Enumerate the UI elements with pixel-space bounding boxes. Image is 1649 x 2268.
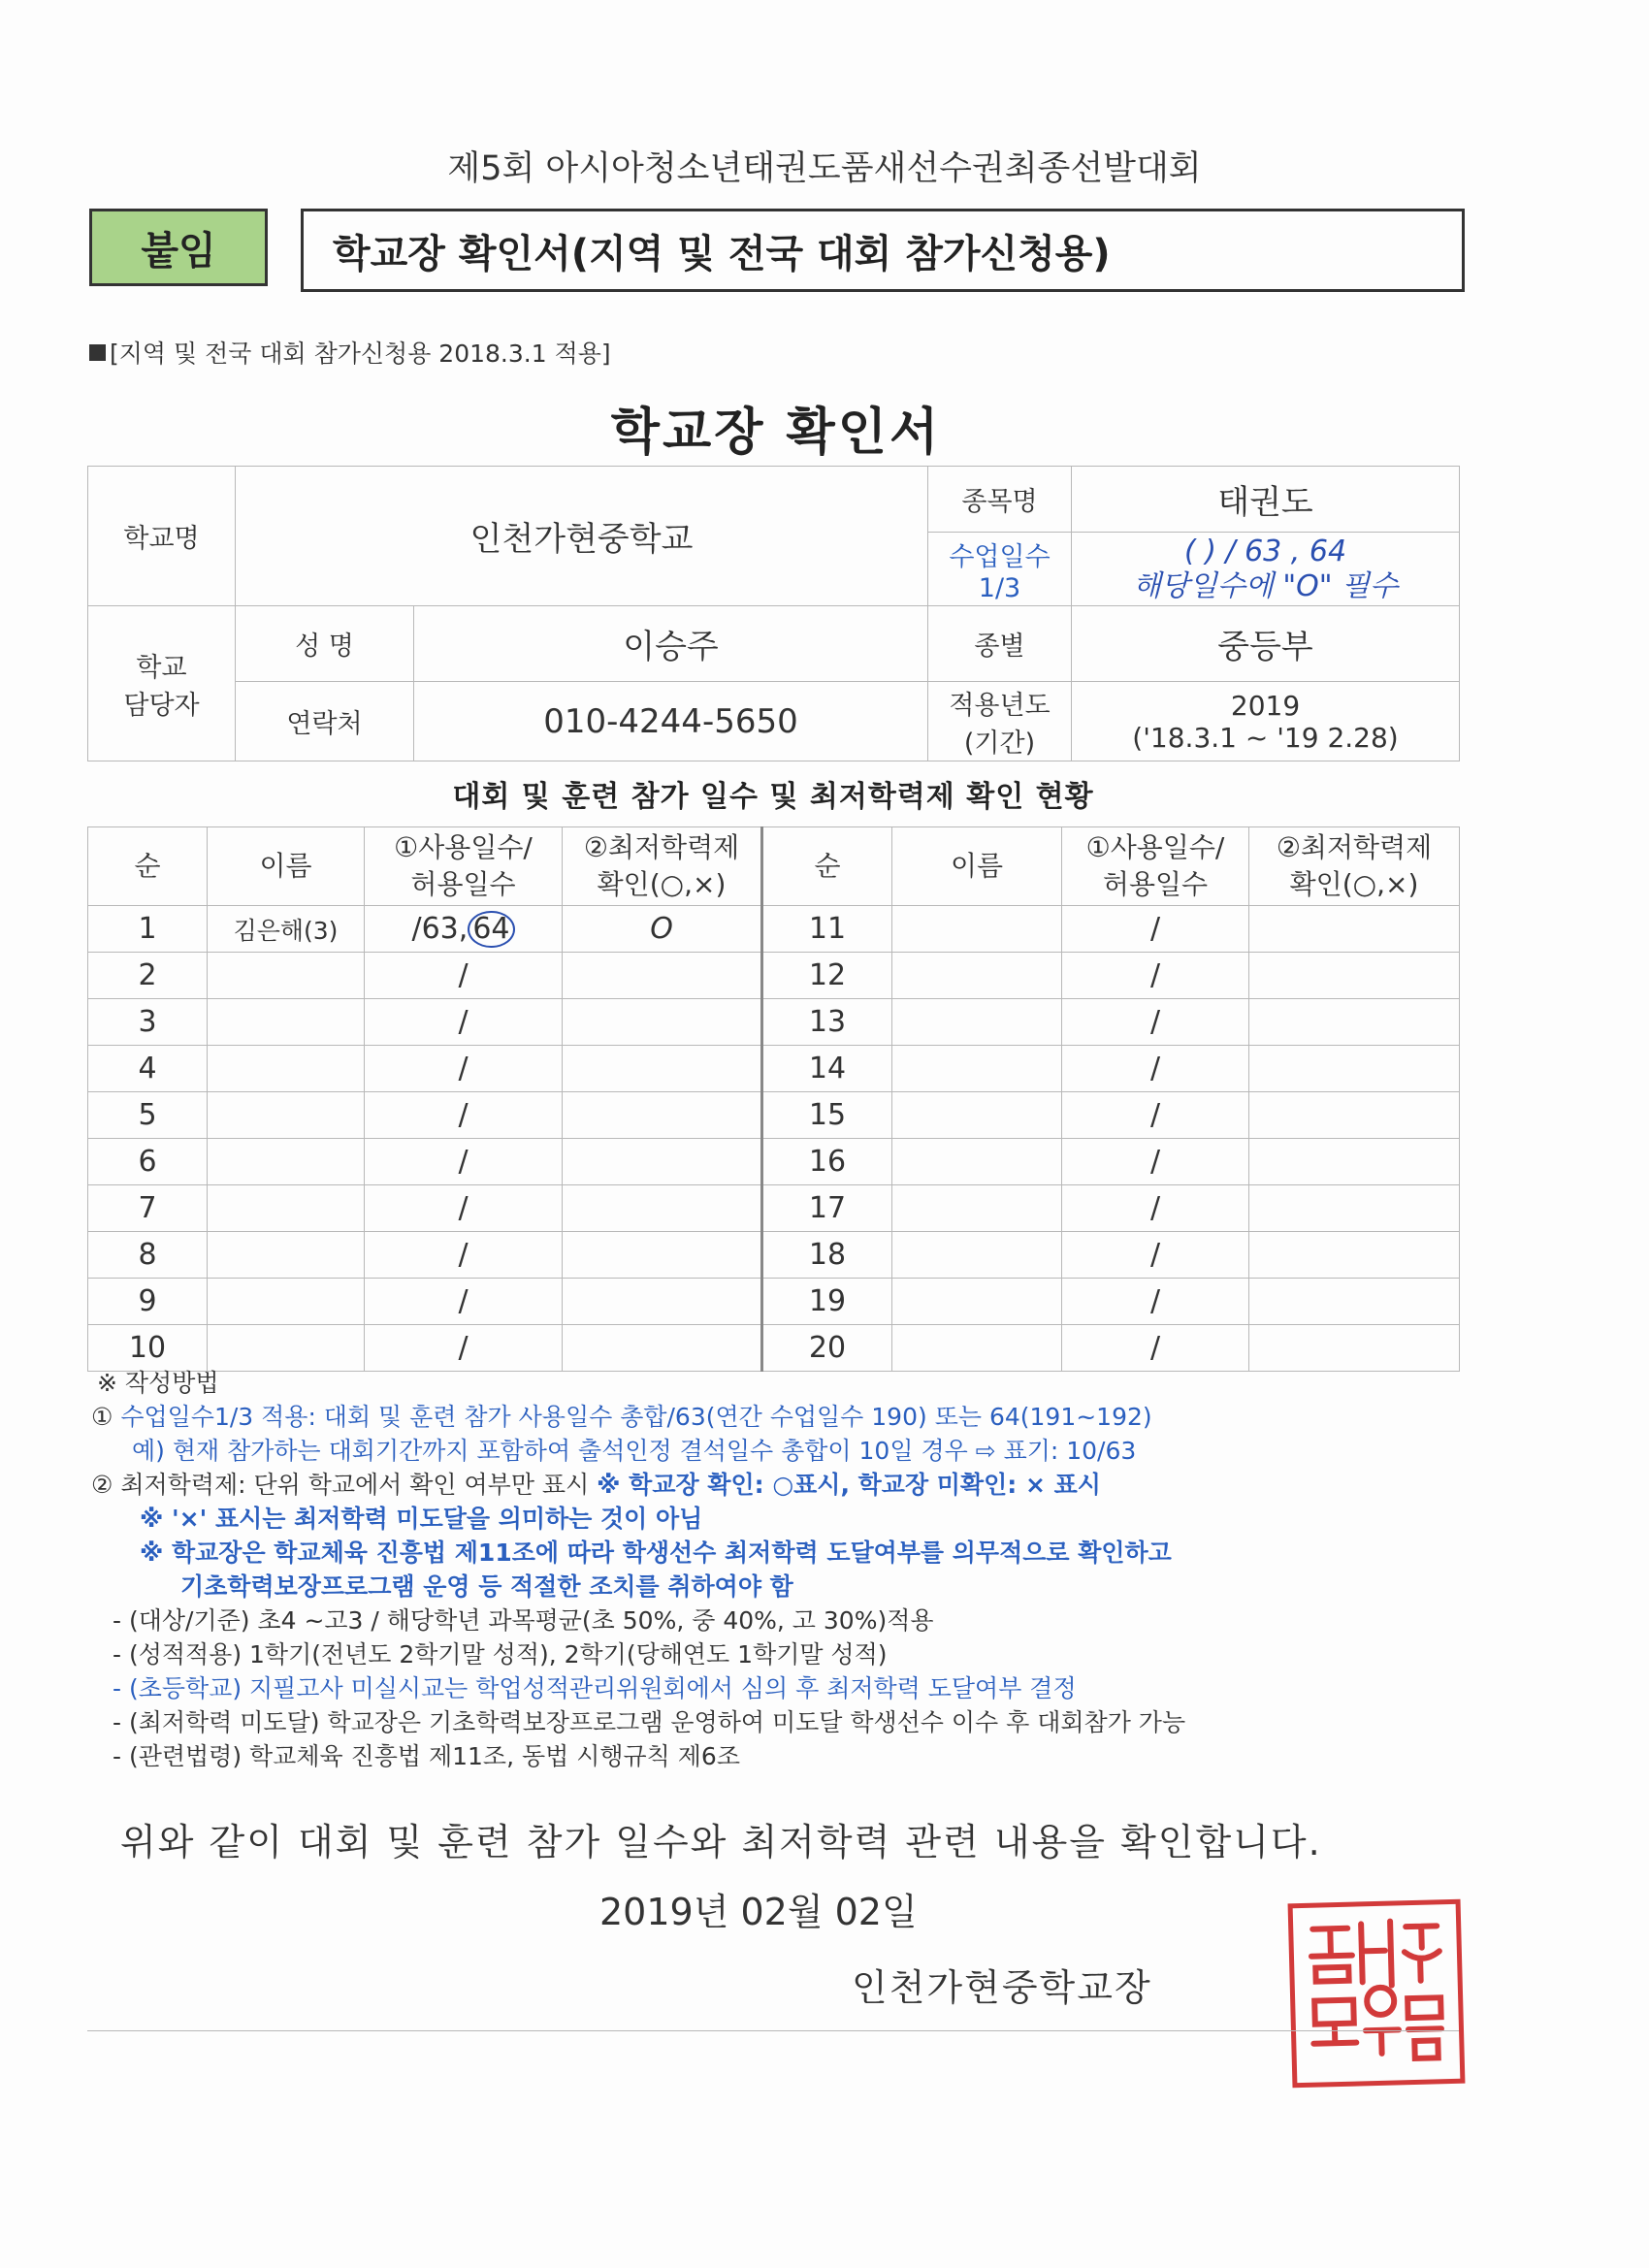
note-4-line-2: 기초학력보장프로그램 운영 등 적절한 조치를 취하여야 함 — [180, 1572, 793, 1601]
row-name — [892, 1325, 1062, 1372]
row-min-check — [1249, 1279, 1460, 1325]
year-value-1: 2019 — [1230, 689, 1301, 722]
row-name — [208, 1279, 365, 1325]
row-no: 12 — [762, 953, 892, 999]
header-title: 학교장 확인서(지역 및 전국 대회 참가신청용) — [301, 209, 1465, 292]
confirmation-statement: 위와 같이 대회 및 훈련 참가 일수와 최저학력 관련 내용을 확인합니다. — [120, 1821, 1322, 1863]
notes-title: ※ 작성방법 — [97, 1369, 219, 1397]
row-days: / — [365, 1279, 563, 1325]
row-no: 4 — [88, 1046, 208, 1092]
row-days: / — [365, 1232, 563, 1279]
row-no: 18 — [762, 1232, 892, 1279]
official-seal-icon — [1288, 1899, 1466, 2089]
row-min-check: O — [563, 906, 762, 953]
year-value — [1072, 682, 1460, 761]
row-name — [892, 1185, 1062, 1232]
row-min-check — [1249, 1185, 1460, 1232]
row-name — [208, 1046, 365, 1092]
manager-label — [88, 606, 236, 761]
row-min-check — [563, 1092, 762, 1139]
row-name — [892, 1232, 1062, 1279]
principal-signature: 인천가현중학교장 — [852, 1966, 1152, 2009]
header-days-line2: 허용일수 — [1102, 868, 1209, 900]
row-min-check — [1249, 1092, 1460, 1139]
subheader — [89, 335, 611, 370]
row-no: 1 — [88, 906, 208, 953]
note-2-prefix: ② — [91, 1471, 121, 1499]
info-table — [87, 466, 1460, 761]
row-no: 8 — [88, 1232, 208, 1279]
bottom-divider — [87, 2030, 1459, 2031]
days-value-1: ( ) / 63 , 64 — [1183, 534, 1347, 568]
contact-label: 연락처 — [236, 682, 414, 761]
row-days: / — [365, 1046, 563, 1092]
days-label-1: 수업일수 — [949, 541, 1051, 572]
row-min-check — [563, 1325, 762, 1372]
header-days-line1: ①사용일수/ — [1085, 831, 1225, 863]
table-row — [88, 953, 1460, 999]
row-min-check — [1249, 1325, 1460, 1372]
note-2-text: 최저학력제: 단위 학교에서 확인 여부만 표시 — [120, 1471, 598, 1499]
row-min-check — [1249, 1046, 1460, 1092]
contact-value: 010-4244-5650 — [414, 682, 928, 761]
header-days-line2: 허용일수 — [410, 868, 516, 900]
division-label: 종별 — [928, 606, 1072, 682]
days-value-2: 해당일수에 "O" 필수 — [1132, 568, 1399, 603]
row-min-check — [563, 1279, 762, 1325]
event-title: 제5회 아시아청소년태권도품새선수권최종선발대회 — [447, 149, 1202, 188]
row-days: / — [1062, 906, 1249, 953]
row-days — [365, 906, 563, 953]
row-name — [892, 1046, 1062, 1092]
row-days: / — [365, 1139, 563, 1185]
manager-label-2: 담당자 — [123, 690, 200, 721]
table-row — [88, 1046, 1460, 1092]
header-name-right: 이름 — [892, 827, 1062, 906]
note-1-line-1 — [91, 1400, 1478, 1434]
row-days-text: /63, — [411, 911, 469, 946]
table-row — [88, 1092, 1460, 1139]
year-label — [928, 682, 1072, 761]
subheader-text: [지역 및 전국 대회 참가신청용 2018.3.1 적용] — [110, 340, 611, 368]
table-row — [88, 1139, 1460, 1185]
division-value: 중등부 — [1072, 606, 1460, 682]
row-days: / — [1062, 1185, 1249, 1232]
row-name — [892, 953, 1062, 999]
document-date: 2019년 02월 02일 — [599, 1891, 918, 1933]
document-title: 학교장 확인서 — [610, 404, 942, 462]
row-days: / — [1062, 1092, 1249, 1139]
row-min-check — [563, 999, 762, 1046]
header-min-line1: ②최저학력제 — [1276, 831, 1433, 863]
attachment-badge: 붙임 — [89, 209, 268, 286]
row-min-check — [563, 1046, 762, 1092]
row-no: 14 — [762, 1046, 892, 1092]
row-name: 김은해(3) — [208, 906, 365, 953]
table-row — [88, 1185, 1460, 1232]
row-no: 20 — [762, 1325, 892, 1372]
seal-glyphs — [1293, 1904, 1461, 2083]
note-1-line-2: 예) 현재 참가하는 대회기간까지 포함하여 출석인정 결석일수 총합이 10일 경우 ⇨ 표기: 10/63 — [132, 1437, 1137, 1465]
row-days: / — [365, 1185, 563, 1232]
header-no-left: 순 — [88, 827, 208, 906]
table-row — [88, 1325, 1460, 1372]
row-no: 2 — [88, 953, 208, 999]
row-min-check — [1249, 999, 1460, 1046]
row-days: / — [365, 953, 563, 999]
row-min-check — [1249, 953, 1460, 999]
row-name — [208, 1232, 365, 1279]
event-label: 종목명 — [928, 467, 1072, 533]
detail-2: - (성적적용) 1학기(전년도 2학기말 성적), 2학기(당해연도 1학기말 성적) — [113, 1640, 888, 1669]
days-value — [1072, 533, 1460, 606]
table-row — [88, 906, 1460, 953]
school-name: 인천가현중학교 — [236, 467, 928, 606]
row-name — [892, 999, 1062, 1046]
detail-5: - (관련법령) 학교체육 진흥법 제11조, 동법 시행규칙 제6조 — [113, 1742, 740, 1770]
row-days: / — [1062, 1232, 1249, 1279]
row-days: / — [1062, 953, 1249, 999]
row-name — [208, 1185, 365, 1232]
header-min-left — [563, 827, 762, 906]
school-label: 학교명 — [88, 467, 236, 606]
note-1-prefix: ① — [91, 1403, 121, 1431]
row-days: / — [365, 999, 563, 1046]
row-days: / — [1062, 1279, 1249, 1325]
note-3: ※ '×' 표시는 최저학력 미도달을 의미하는 것이 아님 — [140, 1505, 703, 1533]
row-no: 10 — [88, 1325, 208, 1372]
table-header-row — [88, 827, 1460, 906]
header-days-right — [1062, 827, 1249, 906]
table-row — [88, 1232, 1460, 1279]
table-row — [88, 1279, 1460, 1325]
year-value-2: ('18.3.1 ~ '19 2.28) — [1132, 721, 1399, 754]
row-name — [892, 1139, 1062, 1185]
circled-days: 64 — [468, 911, 514, 948]
header-days-left — [365, 827, 563, 906]
table-row — [88, 999, 1460, 1046]
row-no: 6 — [88, 1139, 208, 1185]
row-name — [892, 906, 1062, 953]
row-min-check — [1249, 906, 1460, 953]
row-min-check — [563, 1139, 762, 1185]
detail-1: - (대상/기준) 초4 ~고3 / 해당학년 과목평균(초 50%, 중 40%, 고 30%)적용 — [113, 1606, 934, 1635]
manager-label-1: 학교 — [136, 652, 187, 683]
note-4-line-1: ※ 학교장은 학교체육 진흥법 제11조에 따라 학생선수 최저학력 도달여부를 의무적으로 확인하고 — [140, 1539, 1172, 1567]
header-days-line1: ①사용일수/ — [394, 831, 533, 863]
row-name — [208, 999, 365, 1046]
row-name — [208, 953, 365, 999]
row-name — [208, 1139, 365, 1185]
row-no: 13 — [762, 999, 892, 1046]
name-value: 이승주 — [414, 606, 928, 682]
header-min-line1: ②최저학력제 — [583, 831, 740, 863]
row-days: / — [365, 1325, 563, 1372]
row-min-check — [563, 953, 762, 999]
row-no: 7 — [88, 1185, 208, 1232]
note-2-emphasis: ※ 학교장 확인: ○표시, 학교장 미확인: × 표시 — [597, 1471, 1101, 1499]
days-label — [928, 533, 1072, 606]
row-name — [892, 1092, 1062, 1139]
header-min-right — [1249, 827, 1460, 906]
row-name — [208, 1092, 365, 1139]
row-min-check — [1249, 1139, 1460, 1185]
row-name — [208, 1325, 365, 1372]
row-days: / — [1062, 1046, 1249, 1092]
row-no: 16 — [762, 1139, 892, 1185]
row-no: 5 — [88, 1092, 208, 1139]
note-2 — [91, 1468, 1478, 1502]
event-value: 태권도 — [1072, 467, 1460, 533]
row-days: / — [1062, 1139, 1249, 1185]
year-label-2: (기간) — [963, 728, 1036, 759]
year-label-1: 적용년도 — [949, 690, 1051, 721]
section-title: 대회 및 훈련 참가 일수 및 최저학력제 확인 현황 — [452, 780, 1094, 814]
instructions — [91, 1366, 1478, 1773]
header-no-right: 순 — [762, 827, 892, 906]
row-no: 9 — [88, 1279, 208, 1325]
row-no: 3 — [88, 999, 208, 1046]
row-no: 17 — [762, 1185, 892, 1232]
row-min-check — [563, 1185, 762, 1232]
header-min-line2: 확인(○,×) — [1289, 868, 1419, 900]
row-min-check — [563, 1232, 762, 1279]
participation-table — [87, 826, 1460, 1372]
row-min-check — [1249, 1232, 1460, 1279]
header-name-left: 이름 — [208, 827, 365, 906]
row-no: 11 — [762, 906, 892, 953]
row-days: / — [1062, 999, 1249, 1046]
row-name — [892, 1279, 1062, 1325]
square-bullet-icon — [89, 344, 106, 361]
row-no: 19 — [762, 1279, 892, 1325]
detail-4: - (최저학력 미도달) 학교장은 기초학력보장프로그램 운영하여 미도달 학생선수 이수 후 대회참가 가능 — [113, 1708, 1186, 1736]
name-label: 성 명 — [236, 606, 414, 682]
row-days: / — [365, 1092, 563, 1139]
row-days: / — [1062, 1325, 1249, 1372]
days-label-2: 1/3 — [978, 572, 1021, 603]
row-no: 15 — [762, 1092, 892, 1139]
header-min-line2: 확인(○,×) — [597, 868, 727, 900]
detail-3: - (초등학교) 지필고사 미실시교는 학업성적관리위원회에서 심의 후 최저학력 도달여부 결정 — [113, 1674, 1077, 1702]
note-1-text: 수업일수1/3 적용: 대회 및 훈련 참가 사용일수 총합/63(연간 수업일수 190) 또는 64(191~192) — [120, 1403, 1152, 1431]
